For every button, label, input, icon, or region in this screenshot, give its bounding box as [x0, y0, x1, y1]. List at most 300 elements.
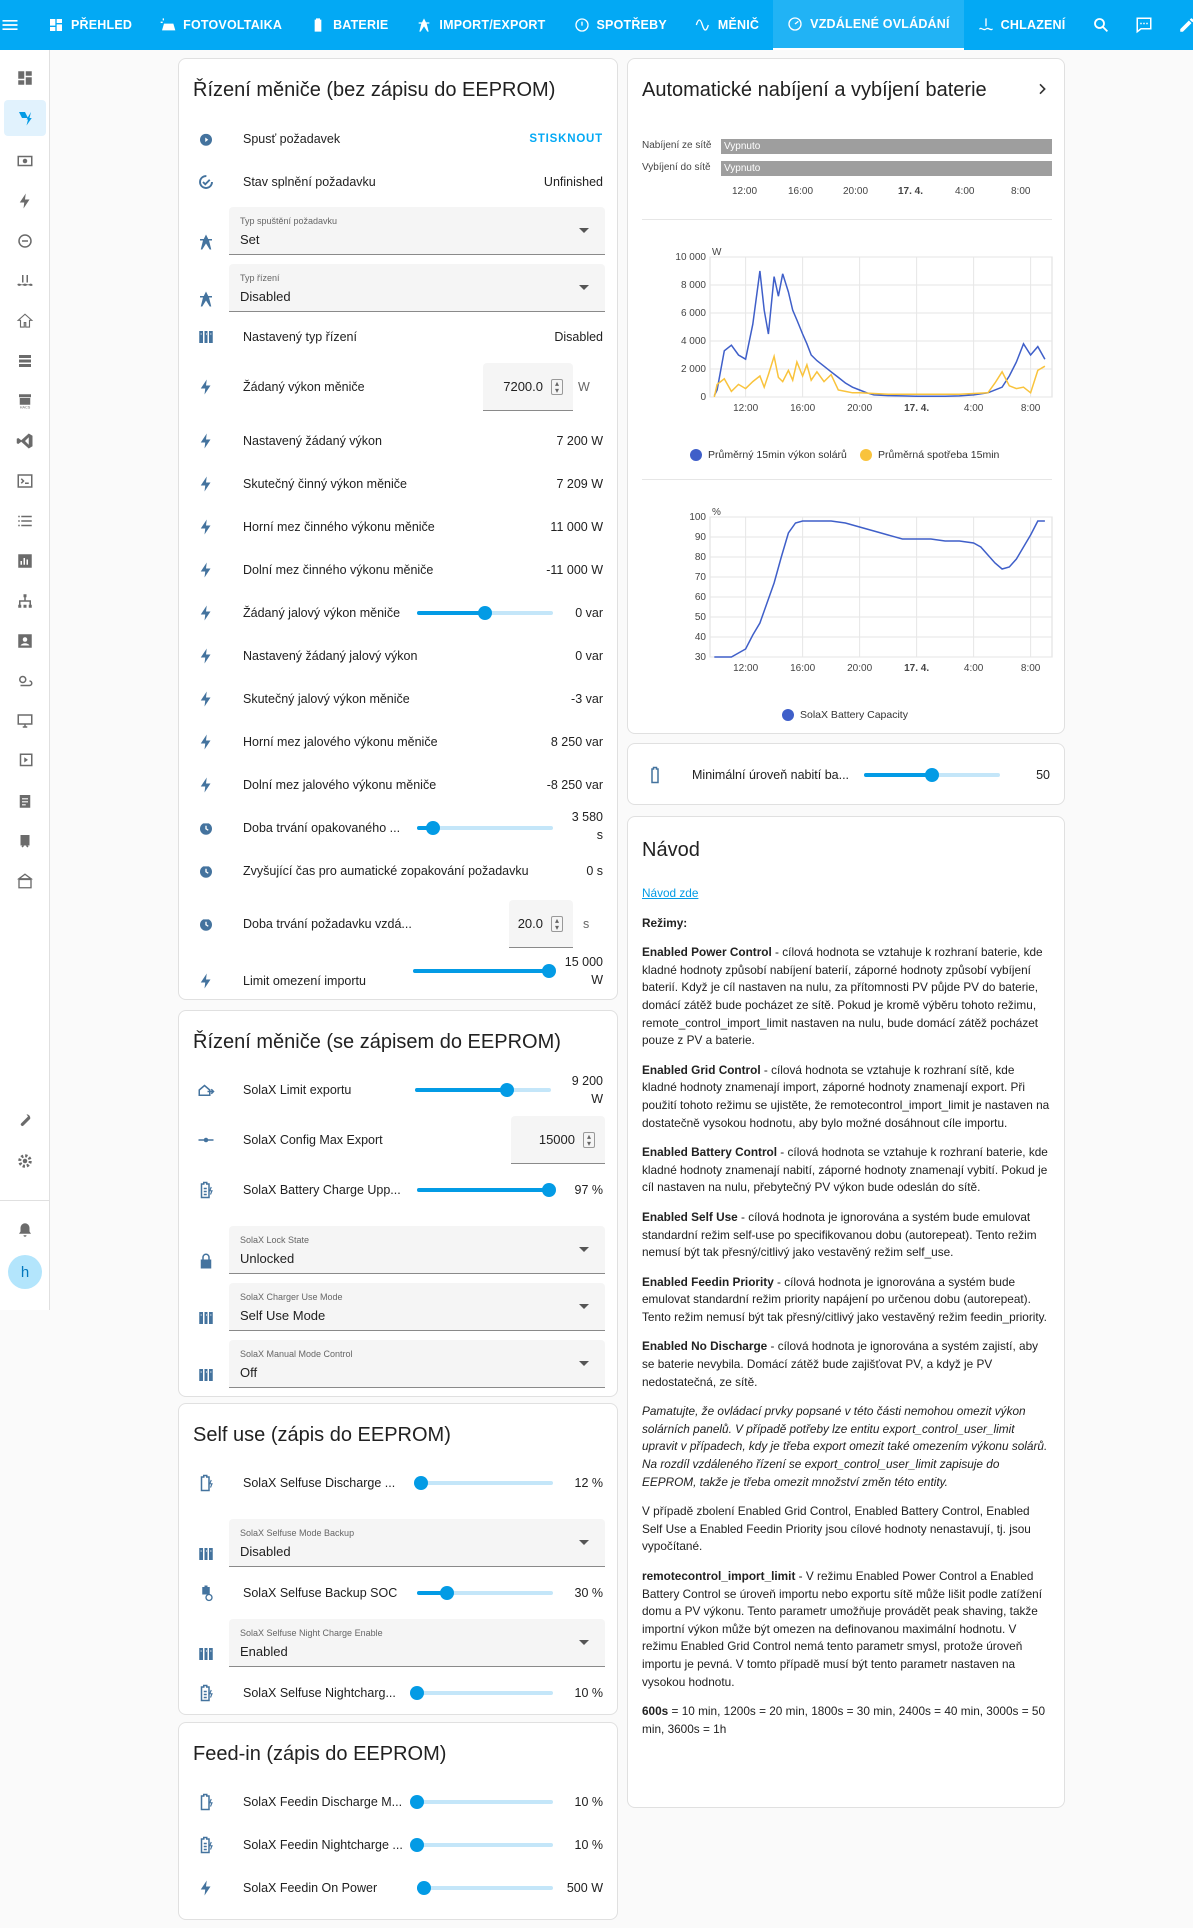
selfuse-backup-soc-slider[interactable] — [417, 1591, 553, 1595]
chevron-down-icon — [579, 1304, 589, 1309]
entity-value: 0 var — [575, 606, 603, 620]
chevron-down-icon — [579, 1540, 589, 1545]
slider-knob[interactable] — [440, 1586, 454, 1600]
x-tick-label: 16:00 — [790, 663, 816, 674]
entity-value: 15 000 — [564, 955, 603, 969]
slider-fill — [417, 1188, 549, 1192]
sidebar-item-weather[interactable] — [4, 663, 46, 699]
unit-label: W — [578, 380, 590, 394]
charger-mode-select[interactable] — [229, 1283, 605, 1331]
flash-icon — [193, 643, 219, 669]
tab-baterie[interactable] — [296, 0, 402, 50]
chevron-down-icon — [579, 1247, 589, 1252]
format-list-icon — [193, 1362, 219, 1388]
select-value: Disabled — [240, 1544, 291, 1559]
guide-link[interactable]: Návod zde — [642, 886, 699, 900]
sidebar-item-energy[interactable] — [4, 183, 46, 219]
tab-import-export[interactable] — [402, 0, 559, 50]
legend-swatch — [690, 449, 702, 461]
timer-icon — [193, 911, 219, 937]
entity-label: SolaX Config Max Export — [243, 1133, 383, 1147]
sidebar-item-notifications[interactable] — [4, 1212, 46, 1248]
card-self-use — [178, 1403, 618, 1715]
battery-charging-icon — [193, 1177, 219, 1203]
entity-value: 7 200 W — [556, 434, 603, 448]
entity-value: 3 580 — [571, 810, 603, 824]
timeline-tick: 8:00 — [1011, 186, 1031, 197]
flash-icon — [193, 686, 219, 712]
unit-label: s — [596, 828, 603, 842]
entity-row-active-upper-limit — [193, 514, 603, 540]
entity-value: 9 200 — [571, 1074, 603, 1088]
entity-value: 10 % — [574, 1795, 603, 1809]
select-value: Enabled — [240, 1644, 288, 1659]
x-tick-label: 12:00 — [733, 403, 759, 414]
entity-label: Stav splnění požadavku — [243, 175, 376, 189]
guide-content — [642, 885, 1050, 1750]
section-divider — [642, 219, 1052, 220]
entity-label: Doba trvání požadavku vzdá... — [243, 917, 412, 931]
guide-text: - V režimu Enabled Power Control a Enabled Battery Control se úroveň importu nebo exportu sítě může lišit podle zatížení domu a PV výkonu. Tento parametr umožňuje provádět peak shaving, takže importní výkon může být omezen na definovanou maximální hodnotu. V režimu Enabled Grid Control nemá tento parametr smysl, protože úroveň importu je pevná. V tomto případě musí být tento parametr nastaven na vysokou hodnotu. — [642, 1569, 1042, 1689]
entity-value: Unfinished — [543, 175, 603, 189]
legend-item[interactable] — [860, 449, 999, 461]
sidebar-item-developer-tools[interactable] — [4, 1103, 46, 1139]
guide-term: Enabled Feedin Priority — [642, 1274, 774, 1289]
tab-label: VZDÁLENÉ OVLÁDÁNÍ — [810, 17, 950, 31]
spinner-icon[interactable]: ▴ ▾ — [551, 916, 563, 932]
legend-label: SolaX Battery Capacity — [800, 709, 908, 721]
slider-knob[interactable] — [478, 606, 492, 620]
guide-text: - cílová hodnota je ignorována a systém bude emulovat standardní režim priority napájení po určenou dobu (autorepeat). Tento režim nemusí být tak přesný/citlivý jako vestavěný režim feedin_priority. — [642, 1274, 1047, 1324]
request-duration-input[interactable] — [509, 900, 573, 948]
export-limit-slider[interactable] — [415, 1088, 551, 1092]
entity-value: 8 250 var — [550, 735, 603, 749]
guide-term: Enabled No Discharge — [642, 1339, 768, 1354]
entity-row-rising-time — [193, 858, 603, 884]
card-title: Automatické nabíjení a vybíjení baterie — [642, 79, 987, 101]
tab-label: FOTOVOLTAIKA — [183, 18, 283, 32]
entity-value: 12 % — [574, 1476, 603, 1490]
top-app-bar — [0, 0, 1193, 50]
entity-label: Zvyšující čas pro aumatické zopakování požadavku — [243, 864, 529, 878]
sidebar-item-history[interactable] — [4, 543, 46, 579]
sidebar-item-energy-cash[interactable] — [4, 143, 46, 179]
ray-vertex-icon — [193, 1127, 219, 1153]
guide-paragraph — [642, 1338, 1050, 1391]
guide-text: - cílová hodnota se vztahuje k rozhraní sítě, kde kladné hodnoty znamenají import, záporné hodnoty znamenají export. Při použití tohoto režimu se ujistěte, že remotecontrol_import_limit je nastaven na dostatečně vysokou hodnotu, aby bylo možné dosáhnout cíle importu. — [642, 1062, 1050, 1130]
card-title: Řízení měniče (bez zápisu do EEPROM) — [193, 79, 556, 101]
card-inverter-control — [178, 58, 618, 1000]
min-soc-slider[interactable] — [864, 773, 1000, 777]
guide-term: 600s — [642, 1704, 669, 1719]
card-feed-in — [178, 1722, 618, 1920]
transmission-tower-icon — [416, 17, 432, 33]
entity-row-active-lower-limit — [193, 557, 603, 583]
x-tick-label: 12:00 — [733, 663, 759, 674]
entity-label: Horní mez činného výkonu měniče — [243, 520, 435, 534]
select-value: Disabled — [240, 289, 291, 304]
sine-wave-icon — [695, 17, 711, 33]
selfuse-backup-select[interactable] — [229, 1519, 605, 1567]
y-tick-label: 6 000 — [680, 308, 706, 319]
timeline-bar[interactable]: Vypnuto — [721, 161, 1052, 176]
sidebar-item-account[interactable] — [4, 623, 46, 659]
guide-text: - cílová hodnota je ignorována a systém zajistí, aby se baterie nevybila. Domácí zátěž bude zajišťovat PV, a když je PV nedostatečná, ze sítě. — [642, 1339, 1039, 1389]
lock-state-select[interactable] — [229, 1226, 605, 1274]
card-auto-charging — [627, 58, 1065, 734]
sidebar-item-network[interactable] — [4, 583, 46, 619]
entity-value: 10 % — [574, 1686, 603, 1700]
x-tick-label: 4:00 — [963, 663, 984, 674]
select-value: Set — [240, 232, 260, 247]
assist-icon[interactable] — [1122, 0, 1165, 50]
slider-knob[interactable] — [410, 1795, 424, 1809]
entity-value: 500 W — [566, 1881, 603, 1895]
slider-fill — [415, 1088, 507, 1092]
entity-value: 7 209 W — [556, 477, 603, 491]
x-tick-label: 16:00 — [790, 403, 816, 414]
card-title: Self use (zápis do EEPROM) — [193, 1424, 451, 1446]
legend-label: Průměrný 15min výkon solárů — [708, 449, 847, 461]
entity-row-set-reactive — [193, 643, 603, 669]
select-label: SolaX Manual Mode Control — [240, 1349, 353, 1359]
y-tick-label: 70 — [694, 572, 706, 583]
y-axis-unit: % — [712, 507, 721, 518]
y-tick-label: 60 — [694, 592, 706, 603]
slider-knob[interactable] — [925, 768, 939, 782]
tab-spotreby[interactable] — [560, 0, 681, 50]
guide-paragraph — [642, 1062, 1050, 1132]
sidebar-item-building[interactable] — [4, 863, 46, 899]
chevron-down-icon — [579, 228, 589, 233]
feedin-on-power-slider[interactable] — [417, 1886, 553, 1890]
input-value: 20.0 — [517, 916, 543, 931]
entity-label: Žádaný jalový výkon měniče — [243, 606, 401, 620]
format-list-icon — [193, 324, 219, 350]
battery-charging-icon — [193, 1470, 219, 1496]
guide-paragraph — [642, 944, 1050, 1050]
chevron-down-icon — [579, 285, 589, 290]
charge-upper-slider[interactable] — [417, 1188, 553, 1192]
format-list-icon — [193, 1541, 219, 1567]
menu-icon[interactable] — [0, 0, 20, 50]
sidebar-item-todo[interactable] — [4, 783, 46, 819]
guide-text: V případě zbolení Enabled Grid Control, Enabled Battery Control, Enabled Self Use a Enabled Feedin Priority jsou cílové hodnoty nenastavují, tj. jsou vypočítané. — [642, 1504, 1031, 1554]
guide-text: - cílová hodnota se vztahuje k rozhraní baterie, kde kladné hodnoty znamenají nabití, záporné hodnoty znamenají vybití. Pokud je cíl nastaven na nulu, přebytečný PV výkon bude odeslán do sítě. — [642, 1145, 1048, 1195]
slider-knob[interactable] — [417, 1881, 431, 1895]
slider-knob[interactable] — [410, 1838, 424, 1852]
unit-label: W — [591, 1092, 603, 1106]
flash-icon — [193, 968, 219, 994]
entity-value: -3 var — [571, 692, 603, 706]
y-tick-label: 4 000 — [680, 336, 706, 347]
entity-label: Dolní mez činného výkonu měniče — [243, 563, 434, 577]
tab-label: CHLAZENÍ — [1000, 18, 1066, 32]
timeline-tick: 16:00 — [788, 186, 814, 197]
control-type-select[interactable] — [229, 264, 605, 312]
sidebar-item-tram[interactable] — [4, 823, 46, 859]
guide-paragraph — [642, 1503, 1050, 1556]
flash-icon — [193, 772, 219, 798]
coolant-icon — [978, 17, 994, 33]
flash-icon — [193, 471, 219, 497]
autorepeat-duration-slider[interactable] — [417, 826, 553, 830]
guide-text: Pamatujte, že ovládací prvky popsané v této části nemohou omezit výkon solárních panelů. V případě potřeby lze entitu export_control_user_limit upravit v případech, kdy je třeba export omezit také omezením výkonu solárů. Na rozdíl vzdáleného řízení se export_control_user_limit zapisuje do EEPROM, takže je třeba omezit množství změn této entity. — [642, 1404, 1048, 1489]
y-tick-label: 40 — [694, 632, 706, 643]
feedin-discharge-slider[interactable] — [417, 1800, 553, 1804]
entity-label: SolaX Feedin Discharge M... — [243, 1795, 403, 1809]
entity-label: Doba trvání opakovaného ... — [243, 821, 401, 835]
tab-label: IMPORT/EXPORT — [439, 18, 546, 32]
manual-mode-select[interactable] — [229, 1340, 605, 1388]
sidebar-divider — [0, 1200, 50, 1201]
guide-paragraph — [642, 1209, 1050, 1262]
slider-fill — [417, 611, 485, 615]
sidebar-item-vscode[interactable] — [4, 423, 46, 459]
entity-value: 0 s — [586, 864, 603, 878]
battery-charging-icon — [193, 1680, 219, 1706]
entity-row-run-request — [193, 126, 603, 152]
entity-row-reactive-upper — [193, 729, 603, 755]
guide-term: Enabled Battery Control — [642, 1145, 778, 1160]
entity-value: -8 250 var — [546, 778, 603, 792]
x-tick-label: 8:00 — [1020, 663, 1041, 674]
battery-charging-icon — [193, 1789, 219, 1815]
slider-knob[interactable] — [410, 1686, 424, 1700]
entity-label: Nastavený typ řízení — [243, 330, 357, 344]
tab-label: MĚNIČ — [717, 18, 760, 32]
sidebar-item-logbook[interactable] — [4, 503, 46, 539]
legend-swatch — [860, 449, 872, 461]
guide-term: remotecontrol_import_limit — [642, 1569, 796, 1583]
flash-icon — [193, 428, 219, 454]
entity-label: SolaX Feedin Nightcharge ... — [243, 1838, 403, 1852]
guide-heading: Režimy: — [642, 915, 688, 930]
timer-play-icon — [193, 126, 219, 152]
entity-value: 0 var — [575, 649, 603, 663]
timer-icon — [193, 858, 219, 884]
sidebar-item-solax[interactable] — [4, 100, 46, 136]
entity-value: 50 — [1036, 768, 1050, 782]
guide-term: Enabled Grid Control — [642, 1062, 761, 1077]
legend-label: Průměrná spotřeba 15min — [878, 449, 1000, 461]
entity-label: Limit omezení importu — [243, 974, 366, 988]
svg-text:HACS: HACS — [19, 405, 31, 410]
select-value: Unlocked — [240, 1251, 295, 1266]
entity-label: Minimální úroveň nabití ba... — [692, 768, 850, 782]
guide-term: Enabled Power Control — [642, 945, 772, 960]
timeline-tick: 20:00 — [843, 186, 869, 197]
tab-label: BATERIE — [333, 18, 389, 32]
edit-icon[interactable] — [1165, 0, 1193, 50]
section-divider — [642, 479, 1052, 480]
series-line-1 — [714, 356, 1045, 397]
select-value: Self Use Mode — [240, 1308, 326, 1323]
flash-icon — [193, 600, 219, 626]
entity-label: Dolní mez jalového výkonu měniče — [243, 778, 437, 792]
avatar[interactable]: h — [8, 1255, 42, 1289]
legend-item[interactable] — [782, 709, 908, 721]
flash-icon — [193, 514, 219, 540]
entity-label: Spusť požadavek — [243, 132, 341, 146]
sidebar — [0, 50, 50, 1310]
timer-icon — [193, 815, 219, 841]
select-label: SolaX Selfuse Night Charge Enable — [240, 1628, 383, 1638]
sidebar-item-hacs[interactable] — [4, 383, 46, 419]
unit-label: s — [583, 917, 590, 931]
tab-label: PŘEHLED — [71, 18, 133, 32]
entity-value: 11 000 W — [550, 520, 603, 534]
select-value: Off — [240, 1365, 258, 1380]
reactive-power-slider[interactable] — [417, 611, 553, 615]
sidebar-item-monitor[interactable] — [4, 703, 46, 739]
slider-fill — [413, 969, 549, 973]
legend-item[interactable] — [690, 449, 847, 461]
select-label: Typ řízení — [240, 273, 280, 283]
battery-chart[interactable] — [628, 485, 1066, 685]
entity-label: SolaX Selfuse Nightcharg... — [243, 1686, 396, 1700]
chevron-down-icon — [579, 1361, 589, 1366]
guide-paragraph — [642, 1403, 1050, 1491]
battery-outline-icon — [642, 762, 668, 788]
slider-fill — [864, 773, 932, 777]
y-tick-label: 80 — [694, 552, 706, 563]
flash-icon — [193, 374, 219, 400]
timeline-tick: 17. 4. — [898, 186, 924, 197]
format-list-icon — [193, 1641, 219, 1667]
sidebar-item-terminal[interactable] — [4, 463, 46, 499]
x-tick-label: 8:00 — [1020, 403, 1041, 414]
spinner-icon[interactable]: ▴ ▾ — [551, 379, 563, 395]
slider-knob[interactable] — [414, 1476, 428, 1490]
y-tick-label: 100 — [689, 512, 706, 523]
transmission-tower-icon — [193, 286, 219, 312]
entity-label: SolaX Feedin On Power — [243, 1881, 378, 1895]
unit-label: W — [591, 973, 603, 987]
view-tabs — [20, 0, 1079, 50]
selfuse-night-select[interactable] — [229, 1619, 605, 1667]
x-tick-label: 20:00 — [847, 403, 873, 414]
x-tick-label: 4:00 — [963, 403, 984, 414]
gauge-icon — [574, 17, 590, 33]
entity-label: SolaX Battery Charge Upp... — [243, 1183, 401, 1197]
entity-row-set-requested-power — [193, 428, 603, 454]
legend-swatch — [782, 709, 794, 721]
tab-prehled[interactable] — [34, 0, 146, 50]
progress-check-icon — [193, 169, 219, 195]
y-tick-label: 10 000 — [675, 252, 706, 263]
entity-label: Horní mez jalového výkonu měniče — [243, 735, 438, 749]
flash-icon — [193, 729, 219, 755]
remote-control-icon — [787, 16, 803, 32]
max-export-input[interactable] — [511, 1116, 605, 1164]
guide-paragraph — [642, 1144, 1050, 1197]
feedin-nightcharge-slider[interactable] — [417, 1843, 553, 1847]
power-chart[interactable] — [628, 225, 1066, 425]
input-value: 7200.0 — [503, 379, 543, 394]
flash-icon — [193, 1875, 219, 1901]
sidebar-item-media[interactable] — [4, 743, 46, 779]
card-min-soc — [627, 743, 1065, 805]
chevron-right-icon[interactable] — [1034, 81, 1050, 100]
entity-label: SolaX Limit exportu — [243, 1083, 352, 1097]
top-actions — [1079, 0, 1193, 50]
guide-paragraph — [642, 1274, 1050, 1327]
trigger-type-select[interactable] — [229, 207, 605, 255]
tab-vzdalene-ovladani[interactable] — [773, 0, 964, 50]
sidebar-item-gauge[interactable] — [4, 223, 46, 259]
entity-value: 10 % — [574, 1838, 603, 1852]
format-list-icon — [193, 1305, 219, 1331]
slider-knob[interactable] — [542, 1183, 556, 1197]
slider-knob[interactable] — [542, 964, 556, 978]
select-label: SolaX Lock State — [240, 1235, 310, 1245]
timeline-tick: 4:00 — [955, 186, 975, 197]
card-guide — [627, 816, 1065, 1808]
selfuse-discharge-slider[interactable] — [417, 1481, 553, 1485]
plot-area — [710, 517, 1052, 657]
entity-value: Disabled — [554, 330, 603, 344]
sidebar-item-home[interactable] — [4, 303, 46, 339]
x-tick-label: 20:00 — [847, 663, 873, 674]
search-icon[interactable] — [1079, 0, 1122, 50]
chevron-down-icon — [579, 1640, 589, 1645]
entity-label: Skutečný jalový výkon měniče — [243, 692, 410, 706]
entity-label: SolaX Selfuse Backup SOC — [243, 1586, 398, 1600]
guide-text: = 10 min, 1200s = 20 min, 1800s = 30 min, 2400s = 40 min, 3000s = 50 min, 3600s = 1h — [642, 1704, 1046, 1736]
sidebar-item-pool[interactable] — [4, 263, 46, 299]
guide-term: Enabled Self Use — [642, 1209, 738, 1224]
y-tick-label: 8 000 — [680, 280, 706, 291]
requested-power-input[interactable] — [483, 363, 573, 411]
timeline-tick: 12:00 — [732, 186, 758, 197]
select-label: SolaX Charger Use Mode — [240, 1292, 343, 1302]
entity-label: Nastavený žádaný jalový výkon — [243, 649, 418, 663]
selfuse-nightcharge-slider[interactable] — [417, 1691, 553, 1695]
sidebar-item-overview[interactable] — [4, 60, 46, 96]
timeline-bar[interactable]: Vypnuto — [721, 139, 1052, 154]
sidebar-item-settings[interactable] — [4, 1143, 46, 1179]
tab-menic[interactable] — [681, 0, 773, 50]
entity-row-actual-active-power — [193, 471, 603, 497]
y-tick-label: 90 — [694, 532, 706, 543]
series-line-0 — [714, 271, 1045, 396]
battery-charging-icon — [193, 1832, 219, 1858]
guide-text: - cílová hodnota je ignorována a systém bude emulovat standardní režim self-use po specifikovanou dobu (autorepeat). Tento režim nemusí být tak přesný/citlivý jako vestavěný režim self_use. — [642, 1209, 1037, 1260]
battery-sync-icon — [193, 1580, 219, 1606]
y-tick-label: 30 — [694, 652, 706, 663]
tab-label: SPOTŘEBY — [596, 18, 667, 32]
dashboard-icon — [48, 17, 64, 33]
flash-icon — [193, 557, 219, 583]
y-axis-unit: W — [712, 247, 722, 258]
transmission-tower-icon — [193, 229, 219, 255]
tab-chlazeni[interactable] — [964, 0, 1080, 50]
home-export-icon — [193, 1077, 219, 1103]
y-tick-label: 0 — [700, 392, 706, 403]
card-title: Návod — [642, 839, 700, 861]
entity-row-reactive-lower — [193, 772, 603, 798]
select-label: SolaX Selfuse Mode Backup — [240, 1528, 355, 1538]
spinner-icon[interactable]: ▴ ▾ — [583, 1132, 595, 1148]
sidebar-item-server[interactable] — [4, 343, 46, 379]
x-tick-label: 17. 4. — [904, 403, 930, 414]
import-limit-slider[interactable] — [413, 969, 549, 973]
tab-fotovoltaika[interactable] — [146, 0, 296, 50]
entity-label: Skutečný činný výkon měniče — [243, 477, 407, 491]
entity-row-actual-reactive — [193, 686, 603, 712]
press-button[interactable]: STISKNOUT — [529, 133, 603, 145]
